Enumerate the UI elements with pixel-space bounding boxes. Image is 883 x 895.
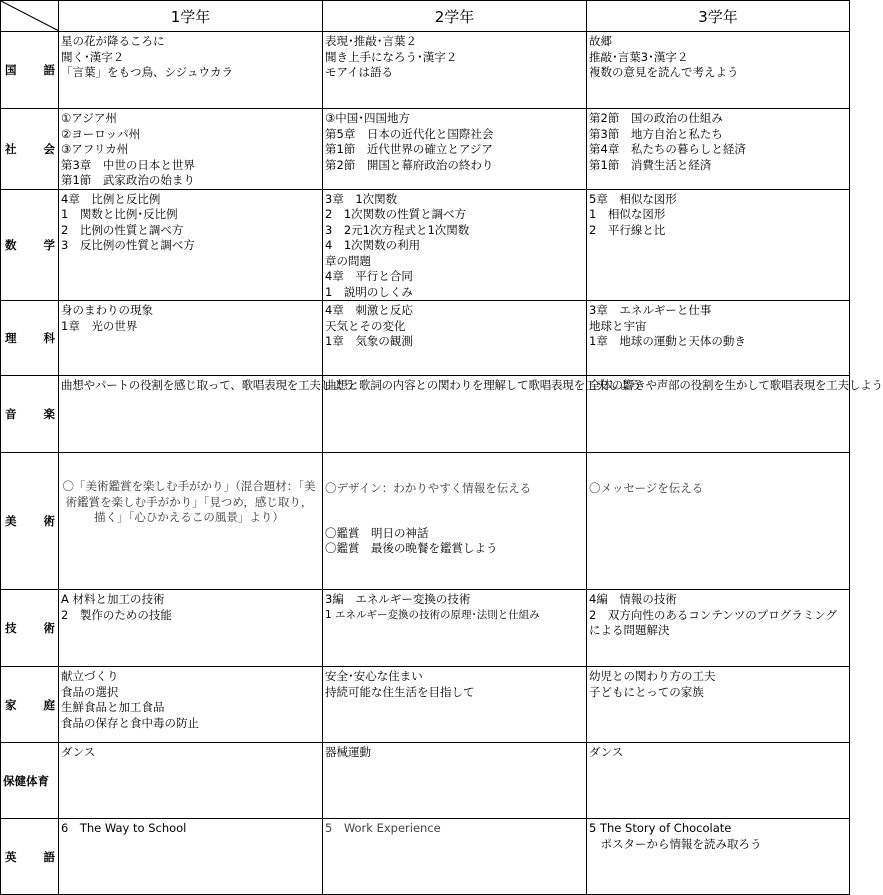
subject-char: 社 (5, 141, 17, 156)
cell-line: ③中国･四国地方 (325, 111, 411, 125)
subject-cell (1, 667, 59, 743)
cell-year3 (587, 743, 850, 819)
cell-year1 (59, 819, 323, 895)
cell-line: 〇鑑賞 最後の晩餐を鑑賞しよう (325, 541, 498, 555)
subject-char: 語 (43, 849, 55, 864)
cell-line: 3章 1次関数 (325, 191, 398, 206)
cell-year3 (587, 453, 850, 590)
cell-line: 第1節 消費生活と経済 (589, 157, 712, 172)
cell-line: 幼児との関わり方の工夫 (589, 669, 716, 683)
subject-char: 理 (5, 331, 17, 345)
subject-char: 術 (43, 621, 55, 635)
cell-year3 (587, 301, 850, 376)
cell-line: 4 1次関数の利用 (325, 238, 421, 252)
cell-year2 (323, 453, 587, 590)
subject-char: 楽 (43, 407, 55, 421)
cell-line: 表現･推敲･言葉２ (325, 34, 417, 48)
cell-year1 (59, 667, 323, 743)
cell-line: 4編 情報の技術 (589, 592, 677, 606)
cell-line: 故郷 (589, 34, 612, 48)
cell-year3 (587, 667, 850, 743)
cell-line: ダンス (61, 745, 96, 759)
subject-char: 会 (43, 141, 55, 156)
cell-year2 (323, 189, 587, 301)
cell-line: 1 関数と比例･反比例 (61, 207, 178, 221)
cell-year1 (59, 453, 323, 590)
subject-char: 英 (5, 849, 17, 864)
subject-cell (1, 376, 59, 453)
cell-line: 4章 平行と合同 (325, 269, 413, 283)
cell-line: 聞く･漢字２ (61, 49, 125, 64)
cell-year3 (587, 376, 883, 453)
subject-char: 音 (5, 407, 17, 421)
subject-char: 美 (5, 514, 17, 528)
cell-line: 1章 光の世界 (61, 318, 138, 333)
row-art (1, 453, 850, 590)
cell-year3 (587, 32, 850, 109)
cell-line: 第5章 日本の近代化と国際社会 (325, 126, 494, 141)
cell-line: 持続可能な住生活を目指して (325, 684, 475, 699)
cell-year2 (323, 376, 642, 453)
art-design: 〇デザイン：わかりやすく情報を伝える (325, 481, 532, 495)
subject-cell (1, 743, 59, 819)
cell-line: 生鮮食品と加工食品 (61, 700, 165, 714)
cell-line: 3 反比例の性質と調べ方 (61, 238, 195, 252)
art-description: 〇「美術鑑賞を楽しむ手がかり」（混合題材：「美術鑑賞を楽しむ手がかり」「見つめ，感じ取り，描く」「心ひかえるこの風景」より） (62, 479, 316, 524)
cell-line: 第1節 近代世界の確立とアジア (325, 142, 493, 156)
cell-line: 2 比例の性質と調べ方 (61, 222, 184, 237)
cell-year3 (587, 819, 850, 895)
cell-line: 曲想と歌詞の内容との関わりを理解して歌唱表現を工夫しよう (325, 378, 642, 392)
cell-line: 〇鑑賞 明日の神話 (325, 525, 429, 540)
cell-line: 1 相似な図形 (589, 207, 666, 221)
cell-line: 複数の意見を読んで考えよう (589, 65, 739, 79)
subject-cell (1, 453, 59, 590)
cell-year3 (587, 590, 850, 667)
row-home-economics (1, 667, 850, 743)
cell-year1 (59, 301, 323, 376)
subject-char: 技 (5, 621, 17, 635)
subject-cell (1, 819, 59, 895)
cell-line: 推敲･言葉3･漢字２ (589, 49, 689, 64)
row-science (1, 301, 850, 376)
cell-line: 3 2元1次方程式と1次関数 (325, 222, 470, 237)
subject-char: 庭 (43, 697, 55, 712)
cell-year1 (59, 109, 323, 190)
row-physical-education (1, 743, 850, 819)
art-appreciation (325, 526, 585, 557)
subject-char: 数 (5, 237, 17, 252)
cell-line: 第1節 武家政治の始まり (61, 173, 195, 187)
subject-char: 語 (43, 63, 55, 77)
subject-char: 保健体育 (3, 773, 49, 788)
cell-line: ①アジア州 (61, 111, 117, 125)
cell-line: 星の花が降るころに (61, 34, 165, 48)
cell-line: 「言葉」をもつ鳥、シジュウカラ (61, 65, 233, 79)
subject-char: 家 (5, 697, 17, 712)
cell-line: 全体の響きや声部の役割を生かして歌唱表現を工夫しよう (589, 378, 883, 392)
cell-line: 第2節 国の政治の仕組み (589, 111, 723, 125)
cell-year3 (587, 109, 850, 190)
art-message: 〇メッセージを伝える (589, 481, 704, 495)
cell-line: 1 説明のしくみ (325, 284, 413, 299)
cell-year3 (587, 189, 850, 301)
cell-line: 第4章 私たちの暮らしと経済 (589, 142, 746, 156)
row-english (1, 819, 850, 895)
row-math (1, 189, 850, 301)
cell-line: 天気とその変化 (325, 318, 406, 333)
cell-year1 (59, 743, 323, 819)
cell-line: ダンス (589, 745, 624, 759)
cell-line: 2 1次関数の性質と調べ方 (325, 207, 467, 221)
cell-year2 (323, 590, 587, 667)
cell-line: 第2節 開国と幕府政治の終わり (325, 157, 494, 172)
cell-line: 第3節 地方自治と私たち (589, 126, 723, 141)
cell-line: 子どもにとっての家族 (589, 684, 704, 699)
cell-line: 4章 比例と反比例 (61, 191, 161, 206)
cell-line: 4章 刺激と反応 (325, 303, 413, 317)
header-row (1, 1, 850, 32)
cell-line: 食品の保存と食中毒の防止 (61, 715, 199, 730)
cell-line: による問題解決 (589, 623, 670, 637)
row-japanese (1, 32, 850, 109)
cell-year1 (59, 590, 323, 667)
cell-line: A 材料と加工の技術 (61, 592, 165, 606)
subject-char: 学 (43, 237, 55, 252)
year-header-3: 3学年 (587, 1, 850, 32)
diagonal-line (1, 1, 59, 31)
cell-line: ポスターから情報を読み取ろう (589, 836, 762, 851)
cell-line: 5 The Story of Chocolate (589, 821, 732, 835)
cell-year2 (323, 667, 587, 743)
cell-line: 6 The Way to School (61, 821, 187, 835)
cell-year2 (323, 301, 587, 376)
subject-char: 国 (5, 63, 17, 77)
cell-line: 5章 相似な図形 (589, 191, 677, 206)
cell-line: 曲想やパートの役割を感じ取って、歌唱表現を工夫しよう (61, 378, 355, 392)
cell-line: 1 エネルギー変換の技術の原理･法則と仕組み (325, 608, 540, 621)
cell-line: 安全･安心な住まい (325, 669, 423, 683)
subject-cell (1, 32, 59, 109)
cell-line: 2 製作のための技能 (61, 607, 172, 622)
cell-line: 3章 エネルギーと仕事 (589, 303, 712, 317)
cell-line: モアイは語る (325, 65, 393, 79)
cell-line: 1章 地球の運動と天体の動き (589, 334, 746, 348)
cell-year2 (323, 819, 587, 895)
cell-line: 地球と宇宙 (589, 318, 647, 333)
subject-cell (1, 189, 59, 301)
cell-year2 (323, 109, 587, 190)
cell-line: 1章 気象の観測 (325, 334, 413, 348)
cell-line: 2 双方向性のあるコンテンツのプログラミング (589, 607, 838, 622)
cell-year1 (59, 189, 323, 301)
subject-char: 科 (43, 331, 55, 345)
cell-line: 章の問題 (325, 253, 371, 268)
cell-line: 器械運動 (325, 745, 371, 759)
cell-line: 身のまわりの現象 (61, 303, 153, 317)
cell-year2 (323, 743, 587, 819)
subject-cell (1, 109, 59, 190)
cell-year1 (59, 32, 323, 109)
cell-year1 (59, 376, 355, 453)
cell-year2 (323, 32, 587, 109)
cell-line: ③アフリカ州 (61, 142, 129, 156)
row-social (1, 109, 850, 190)
cell-line: 3編 エネルギー変換の技術 (325, 592, 471, 606)
row-technology (1, 590, 850, 667)
cell-line: 聞き上手になろう･漢字２ (325, 49, 458, 64)
cell-line: ②ヨーロッパ州 (61, 126, 141, 141)
year-header-1: 1学年 (59, 1, 323, 32)
subject-char: 術 (43, 514, 55, 528)
subject-cell (1, 301, 59, 376)
cell-line: 5 Work Experience (325, 821, 441, 835)
cell-line: 食品の選択 (61, 684, 119, 699)
row-music (1, 376, 850, 453)
subject-cell (1, 590, 59, 667)
cell-line: 2 平行線と比 (589, 222, 666, 237)
corner-cell (1, 1, 59, 32)
cell-line: 第3章 中世の日本と世界 (61, 157, 195, 172)
cell-line: 献立づくり (61, 669, 119, 683)
year-header-2: 2学年 (323, 1, 587, 32)
